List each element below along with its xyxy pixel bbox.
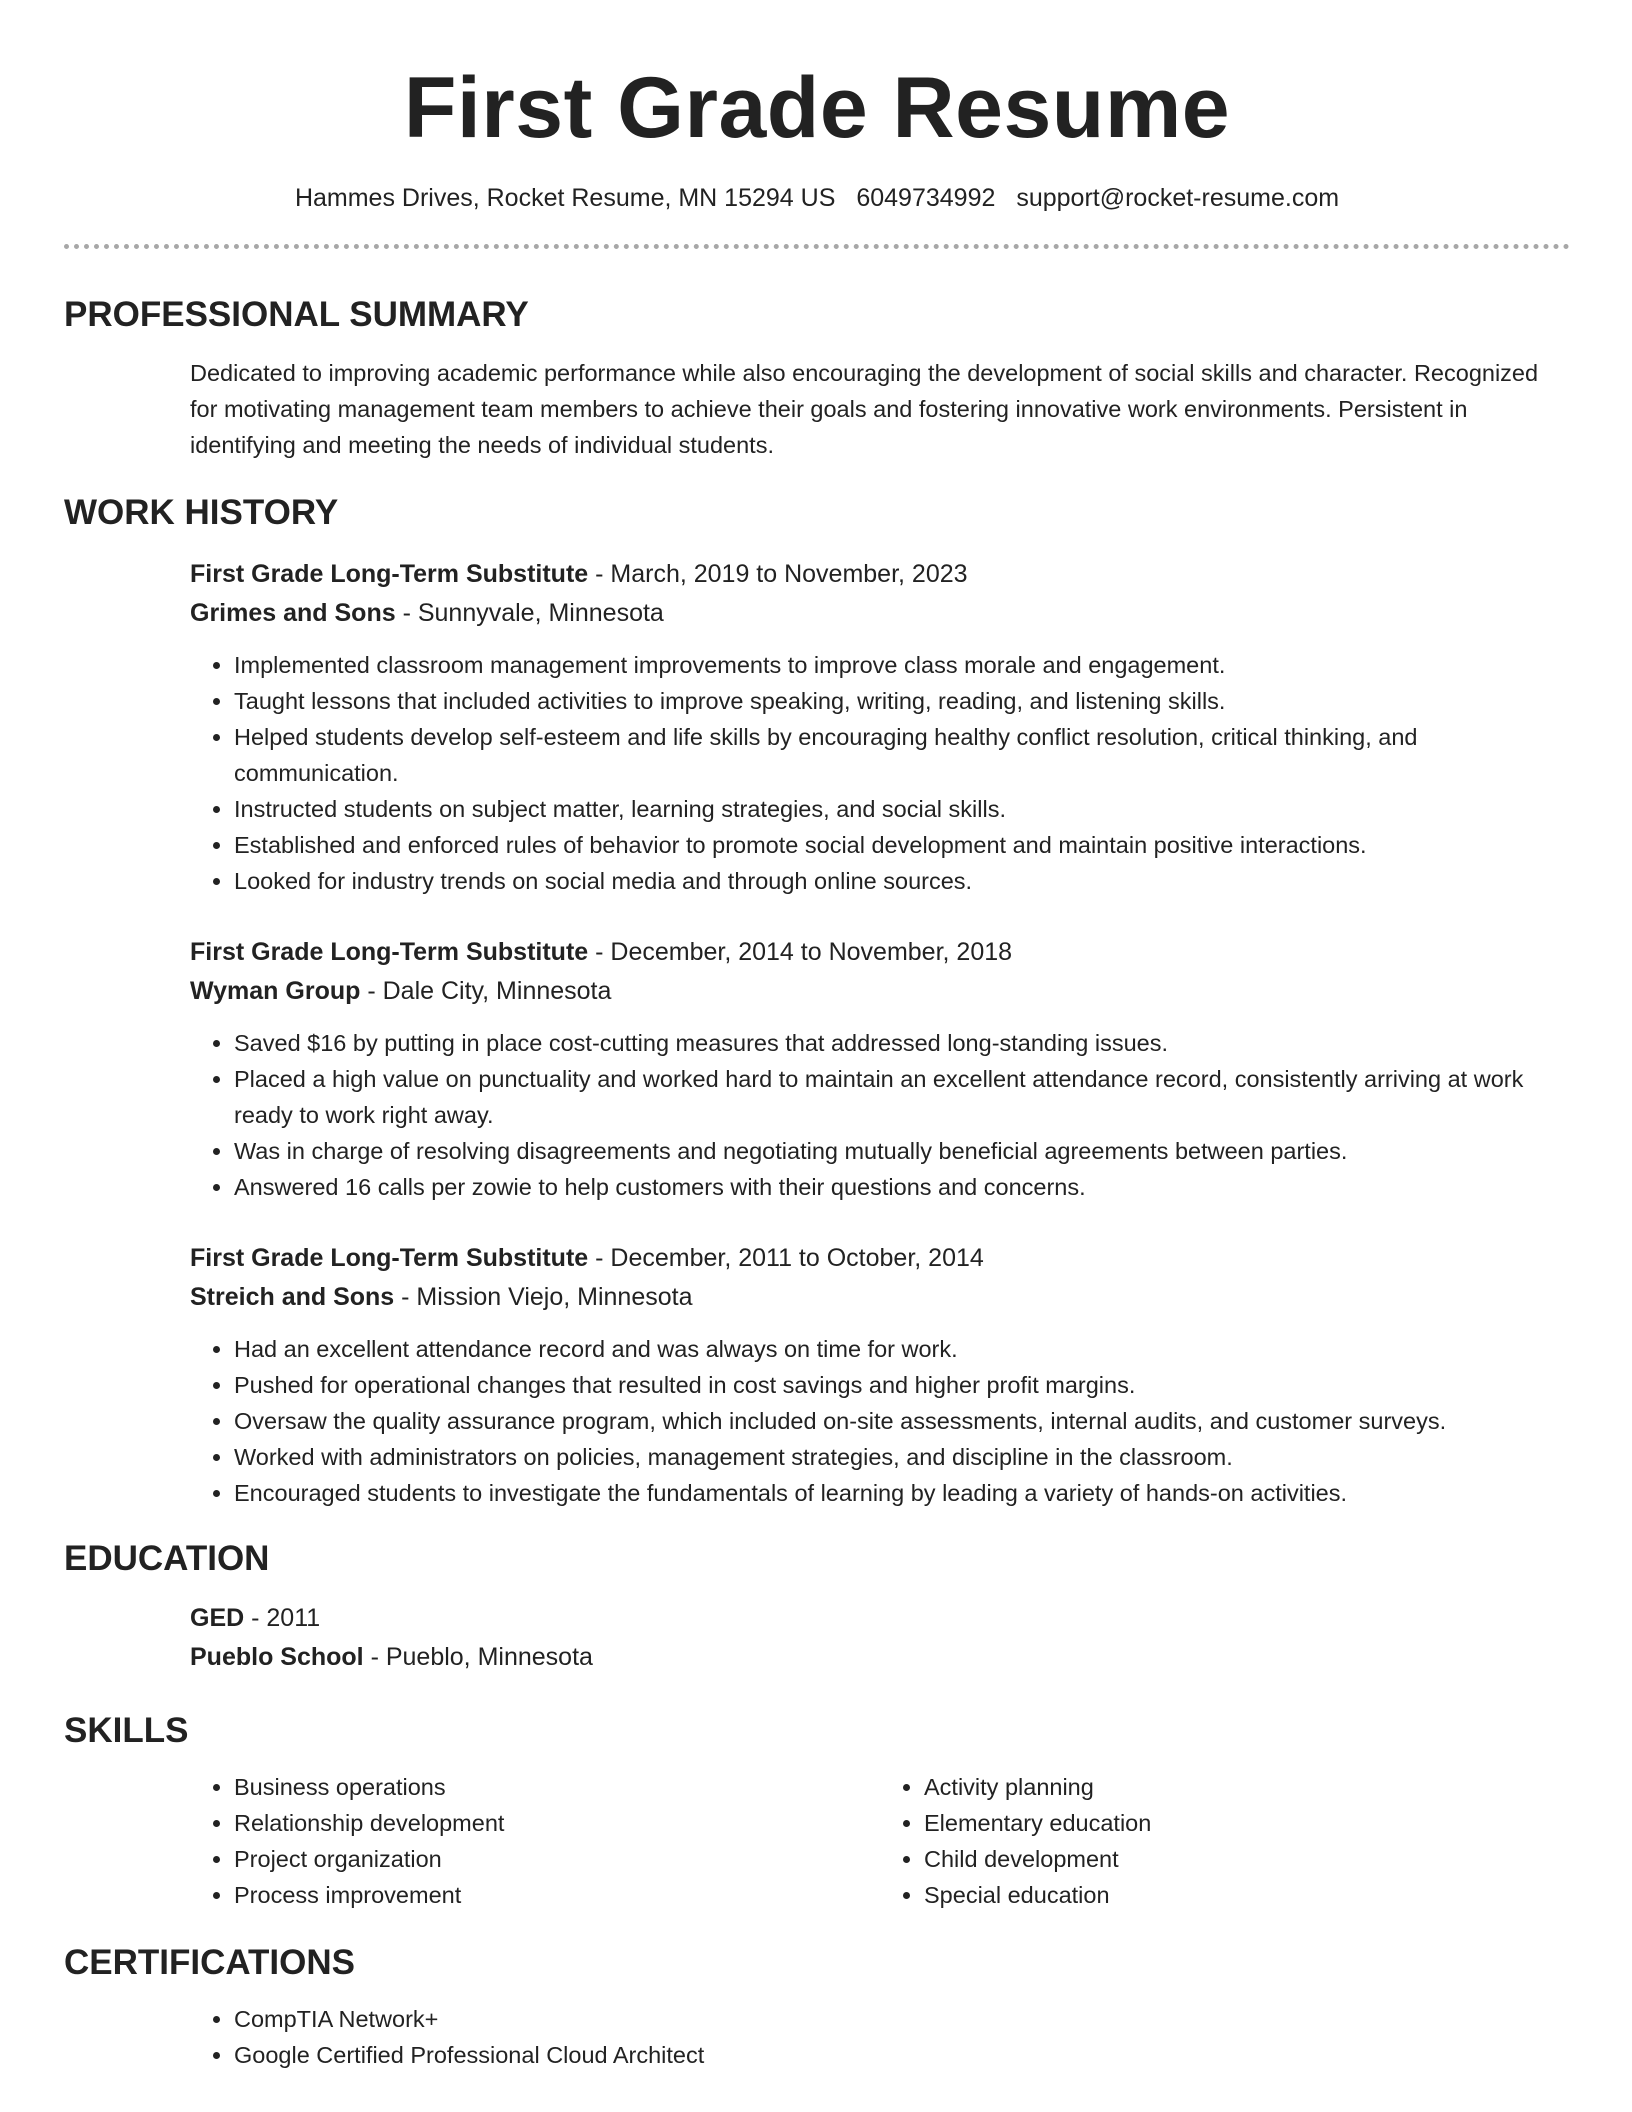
job-bullets bbox=[190, 1331, 1570, 1511]
job-company: Grimes and Sons bbox=[190, 599, 396, 627]
contact-email: support@rocket-resume.com bbox=[1016, 184, 1340, 212]
skill-item: • Elementary education bbox=[924, 1805, 1570, 1841]
skill-item: • Activity planning bbox=[924, 1769, 1570, 1805]
job-company-line bbox=[190, 1278, 1570, 1317]
job-bullet: • Instructed students on subject matter, learning strategies, and social skills. bbox=[234, 791, 1570, 827]
education-location: - Pueblo, Minnesota bbox=[363, 1643, 593, 1671]
job-role: First Grade Long-Term Substitute bbox=[190, 1244, 589, 1272]
job-bullet: • Implemented classroom management improvements to improve class morale and engagement. bbox=[234, 647, 1570, 683]
job-entry bbox=[190, 555, 1570, 899]
contact-address: Hammes Drives, Rocket Resume, MN 15294 US bbox=[294, 184, 836, 212]
skill-item: • Project organization bbox=[234, 1841, 880, 1877]
skill-item: • Business operations bbox=[234, 1769, 880, 1805]
skills-column-right bbox=[880, 1769, 1570, 1913]
education-degree: GED bbox=[190, 1604, 245, 1632]
job-bullet: • Oversaw the quality assurance program, which included on-site assessments, internal audits, and customer surveys. bbox=[234, 1403, 1570, 1439]
contact-phone: 6049734992 bbox=[856, 184, 996, 212]
job-bullet: • Pushed for operational changes that resulted in cost savings and higher profit margins. bbox=[234, 1367, 1570, 1403]
skill-item: • Special education bbox=[924, 1877, 1570, 1913]
job-bullet: • Saved $16 by putting in place cost-cutting measures that addressed long-standing issues. bbox=[234, 1025, 1570, 1061]
job-bullet: • Looked for industry trends on social media and through online sources. bbox=[234, 863, 1570, 899]
contact-line bbox=[64, 182, 1570, 214]
job-location: - Mission Viejo, Minnesota bbox=[394, 1283, 693, 1311]
resume-title: First Grade Resume bbox=[403, 60, 1231, 156]
job-company: Streich and Sons bbox=[190, 1283, 395, 1311]
job-dates: - December, 2011 to October, 2014 bbox=[588, 1244, 984, 1272]
skill-item: • Relationship development bbox=[234, 1805, 880, 1841]
education-year: - 2011 bbox=[244, 1604, 321, 1632]
job-bullet: • Answered 16 calls per zowie to help customers with their questions and concerns. bbox=[234, 1169, 1570, 1205]
job-location: - Dale City, Minnesota bbox=[360, 977, 612, 1005]
job-role: First Grade Long-Term Substitute bbox=[190, 560, 589, 588]
skill-item: • Process improvement bbox=[234, 1877, 880, 1913]
job-company: Wyman Group bbox=[190, 977, 361, 1005]
job-role-line bbox=[190, 555, 1570, 594]
section-title-summary: PROFESSIONAL SUMMARY bbox=[64, 295, 529, 334]
job-bullets bbox=[190, 647, 1570, 899]
header-divider bbox=[64, 244, 1570, 249]
job-role: First Grade Long-Term Substitute bbox=[190, 938, 589, 966]
job-entry bbox=[190, 933, 1570, 1205]
job-bullet: • Had an excellent attendance record and was always on time for work. bbox=[234, 1331, 1570, 1367]
resume-page bbox=[64, 0, 1570, 2073]
job-bullet: • Placed a high value on punctuality and worked hard to maintain an excellent attendance record, consistently arriving at work ready to work right away. bbox=[234, 1061, 1570, 1133]
job-dates: - March, 2019 to November, 2023 bbox=[588, 560, 968, 588]
skills-column-left bbox=[190, 1769, 880, 1913]
job-bullet: • Worked with administrators on policies, management strategies, and discipline in the classroom. bbox=[234, 1439, 1570, 1475]
job-bullet: • Taught lessons that included activities to improve speaking, writing, reading, and listening skills. bbox=[234, 683, 1570, 719]
job-bullet: • Was in charge of resolving disagreements and negotiating mutually beneficial agreements between parties. bbox=[234, 1133, 1570, 1169]
job-bullet: • Encouraged students to investigate the fundamentals of learning by leading a variety of hands-on activities. bbox=[234, 1475, 1570, 1511]
skills-list bbox=[190, 1769, 1570, 1913]
skill-item: • Child development bbox=[924, 1841, 1570, 1877]
job-location: - Sunnyvale, Minnesota bbox=[395, 599, 664, 627]
section-title-work-history: WORK HISTORY bbox=[64, 493, 339, 532]
job-dates: - December, 2014 to November, 2018 bbox=[588, 938, 1013, 966]
section-title-education: EDUCATION bbox=[64, 1539, 270, 1578]
job-bullets bbox=[190, 1025, 1570, 1205]
job-entry bbox=[190, 1239, 1570, 1511]
certifications-bullets bbox=[190, 2001, 1570, 2073]
education-entry bbox=[190, 1599, 1570, 1677]
certification-item: • CompTIA Network+ bbox=[234, 2001, 1570, 2037]
job-role-line bbox=[190, 933, 1570, 972]
education-school: Pueblo School bbox=[190, 1643, 364, 1671]
certifications-list bbox=[190, 2001, 1570, 2073]
section-title-certifications: CERTIFICATIONS bbox=[64, 1943, 356, 1982]
job-bullet: • Established and enforced rules of behavior to promote social development and maintain positive interactions. bbox=[234, 827, 1570, 863]
education-degree-line bbox=[190, 1599, 1570, 1638]
summary-text: Dedicated to improving academic performance while also encouraging the development of social skills and character. Recognized for motivating management team members to achieve their goals and fostering innovative work environments. Persistent in identifying and meeting the needs of individual students. bbox=[190, 360, 1539, 458]
job-company-line bbox=[190, 972, 1570, 1011]
job-company-line bbox=[190, 594, 1570, 633]
job-role-line bbox=[190, 1239, 1570, 1278]
job-bullet: • Helped students develop self-esteem and life skills by encouraging healthy conflict resolution, critical thinking, and communication. bbox=[234, 719, 1570, 791]
section-title-skills: SKILLS bbox=[64, 1711, 189, 1750]
education-school-line bbox=[190, 1638, 1570, 1677]
certification-item: • Google Certified Professional Cloud Architect bbox=[234, 2037, 1570, 2073]
